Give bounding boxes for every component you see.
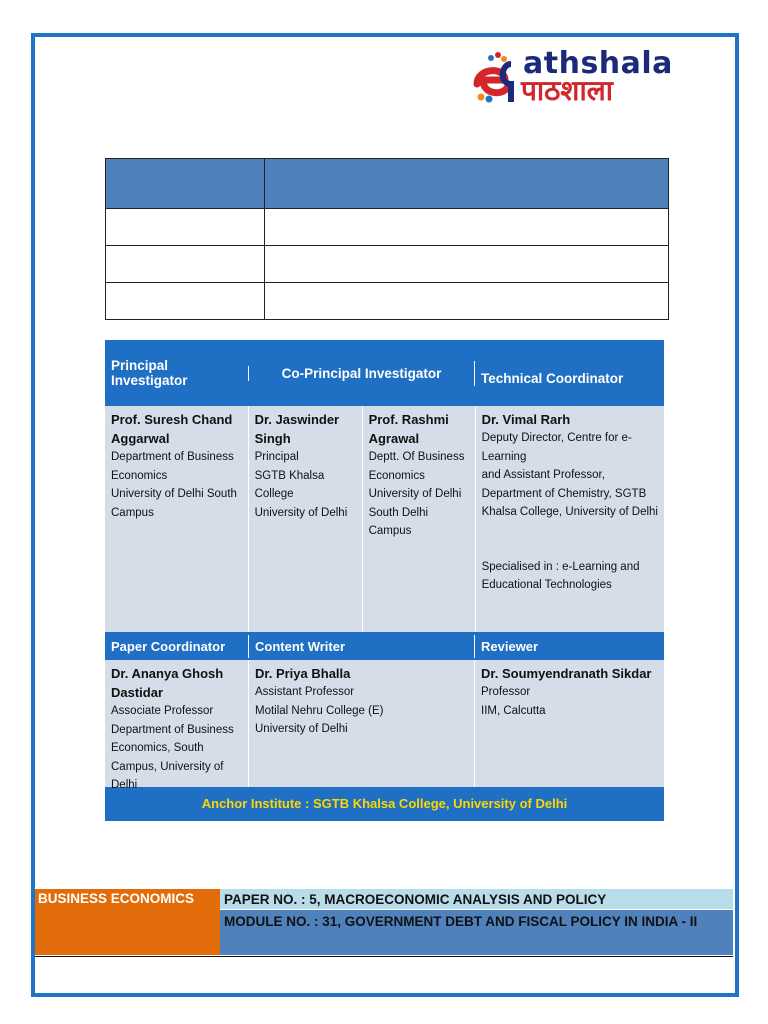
copi-1-cell (249, 406, 362, 632)
table-row (106, 209, 669, 246)
pc-line: Department of Business Economics, South Campus, University of Delhi (111, 723, 234, 791)
co-principal-investigator-header: Co-Principal Investigator (248, 366, 474, 381)
subject-label: BUSINESS ECONOMICS (35, 889, 220, 955)
pc-line: Associate Professor (111, 705, 214, 717)
co-principal-investigator-cell (248, 406, 475, 632)
copi-1-line: University of Delhi (254, 506, 348, 519)
table-header-row (106, 159, 669, 209)
technical-coordinator-cell (475, 406, 664, 632)
tc-line: and Assistant Professor, Department of Chemistry, SGTB Khalsa College, University of Delhi (481, 469, 658, 518)
credits-header-row-2 (105, 632, 664, 660)
technical-coordinator-header: Technical Coordinator (474, 361, 664, 386)
rv-name: Dr. Soumyendranath Sikdar (481, 666, 652, 681)
principal-investigator-cell (105, 406, 248, 632)
content-writer-header: Content Writer (248, 635, 474, 658)
credits-table (105, 340, 664, 821)
module-label: MODULE NO. : 31, GOVERNMENT DEBT AND FISCAL POLICY IN INDIA - II (220, 910, 733, 955)
epathshala-e-mark-icon (471, 50, 517, 104)
epathshala-logo (471, 44, 711, 108)
copi-2-line: University of Delhi (368, 488, 462, 500)
cw-name: Dr. Priya Bhalla (255, 666, 351, 681)
pc-name: Dr. Ananya Ghosh Dastidar (111, 666, 224, 700)
principal-investigator-header: Principal Investigator (111, 358, 188, 388)
footer-divider (35, 956, 733, 957)
empty-info-table (105, 158, 669, 320)
reviewer-header: Reviewer (474, 635, 664, 658)
credits-header-row-1 (105, 340, 664, 406)
pi-line: University of Delhi South Campus (111, 488, 237, 519)
rv-line: IIM, Calcutta (481, 704, 546, 717)
paper-label: PAPER NO. : 5, MACROECONOMIC ANALYSIS AND POLICY (220, 889, 733, 910)
tc-name: Dr. Vimal Rarh (481, 412, 571, 427)
pi-name: Prof. Suresh Chand Aggarwal (111, 412, 233, 446)
brand-english: athshala (523, 46, 673, 81)
brand-hindi: पाठशाला (521, 74, 613, 107)
cw-line: Assistant Professor (255, 686, 355, 698)
anchor-institute: Anchor Institute : SGTB Khalsa College, University of Delhi (105, 787, 664, 821)
copi-2-name: Prof. Rashmi Agrawal (368, 412, 449, 446)
pi-line: Department of Business Economics (111, 451, 234, 482)
paper-coordinator-header: Paper Coordinator (111, 638, 226, 654)
rv-line: Professor (481, 686, 531, 698)
copi-1-name: Dr. Jaswinder Singh (254, 412, 340, 446)
copi-2-line: Deptt. Of Business Economics (368, 451, 465, 482)
tc-line: Deputy Director, Centre for e-Learning (481, 432, 632, 463)
copi-2-line: South Delhi Campus (368, 506, 429, 537)
cw-line: Motilal Nehru College (E) (255, 704, 384, 717)
credits-body-row-2 (105, 660, 664, 791)
content-writer-cell (248, 660, 474, 787)
table-row (106, 246, 669, 283)
reviewer-cell (474, 660, 664, 787)
copi-1-line: SGTB Khalsa College (254, 469, 325, 500)
copi-2-cell (362, 406, 475, 632)
tc-specialisation: Specialised in : e-Learning and Educational Technologies (481, 560, 640, 591)
table-row (106, 283, 669, 320)
paper-coordinator-cell (105, 660, 248, 791)
credits-body-row-1 (105, 406, 664, 632)
cw-line: University of Delhi (255, 723, 348, 735)
copi-1-line: Principal (254, 451, 299, 463)
